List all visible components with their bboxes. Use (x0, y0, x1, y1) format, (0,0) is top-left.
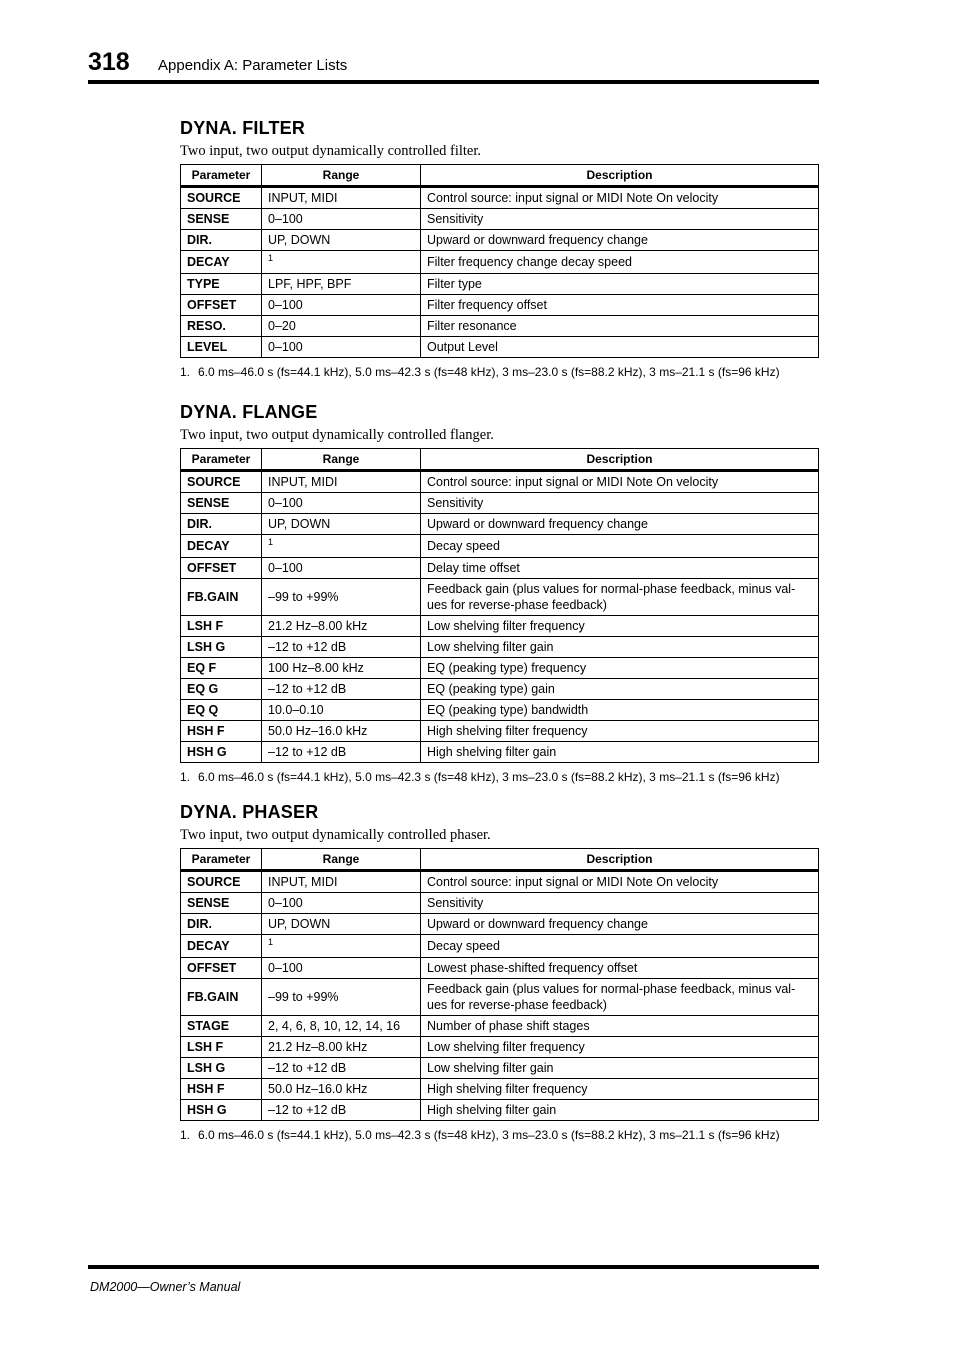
param-name: HSH F (181, 1079, 262, 1100)
footnote-reference: 1 (268, 537, 274, 547)
param-range: –12 to +12 dB (262, 1100, 421, 1121)
param-name: DIR. (181, 230, 262, 251)
param-description: Delay time offset (421, 558, 819, 579)
header-parameter: Parameter (181, 165, 262, 187)
param-range: 0–100 (262, 958, 421, 979)
param-description: Filter frequency offset (421, 295, 819, 316)
param-description: Sensitivity (421, 493, 819, 514)
table-row (181, 637, 819, 658)
table-row (181, 251, 819, 274)
param-range (262, 251, 421, 274)
header-rule (88, 80, 819, 84)
footnote-reference: 1 (268, 937, 274, 947)
param-name: HSH G (181, 1100, 262, 1121)
param-range: 0–100 (262, 295, 421, 316)
param-description: Filter type (421, 274, 819, 295)
param-description: EQ (peaking type) bandwidth (421, 700, 819, 721)
footnote-text: 6.0 ms–46.0 s (fs=44.1 kHz), 5.0 ms–42.3 s (fs=48 kHz), 3 ms–23.0 s (fs=88.2 kHz), 3 ms–21.1 s (fs=96 kHz) (198, 1128, 780, 1142)
table-row (181, 616, 819, 637)
param-name: FB.GAIN (181, 979, 262, 1016)
table-header-row (181, 849, 819, 871)
param-range (262, 935, 421, 958)
param-description: Filter resonance (421, 316, 819, 337)
param-name: SOURCE (181, 187, 262, 209)
section-title: DYNA. FILTER (180, 118, 306, 138)
param-description: Lowest phase-shifted frequency offset (421, 958, 819, 979)
param-range: 0–100 (262, 337, 421, 358)
param-description: High shelving filter gain (421, 742, 819, 763)
param-name: OFFSET (181, 558, 262, 579)
param-range: –99 to +99% (262, 579, 421, 616)
param-name: FB.GAIN (181, 579, 262, 616)
parameter-table (180, 448, 819, 763)
param-description: Decay speed (421, 935, 819, 958)
param-description: Upward or downward frequency change (421, 914, 819, 935)
header-parameter: Parameter (181, 849, 262, 871)
footnote-reference: 1 (268, 253, 274, 263)
param-name: OFFSET (181, 958, 262, 979)
param-description: Number of phase shift stages (421, 1016, 819, 1037)
table-row (181, 700, 819, 721)
param-name: SOURCE (181, 871, 262, 893)
param-description: EQ (peaking type) frequency (421, 658, 819, 679)
param-description: Low shelving filter frequency (421, 616, 819, 637)
param-description: Low shelving filter gain (421, 637, 819, 658)
param-name: LSH F (181, 1037, 262, 1058)
footnote-text: 6.0 ms–46.0 s (fs=44.1 kHz), 5.0 ms–42.3 s (fs=48 kHz), 3 ms–23.0 s (fs=88.2 kHz), 3 ms–21.1 s (fs=96 kHz) (198, 770, 780, 784)
param-range: UP, DOWN (262, 230, 421, 251)
table-row (181, 893, 819, 914)
parameter-table (180, 848, 819, 1121)
param-name: HSH F (181, 721, 262, 742)
param-name: LEVEL (181, 337, 262, 358)
table-row (181, 871, 819, 893)
footnote-number: 1. (180, 365, 191, 379)
footnote (180, 769, 818, 785)
footnote-number: 1. (180, 1128, 191, 1142)
param-name: OFFSET (181, 295, 262, 316)
param-range: 0–100 (262, 558, 421, 579)
param-description: Filter frequency change decay speed (421, 251, 819, 274)
param-range: –99 to +99% (262, 979, 421, 1016)
section-intro: Two input, two output dynamically controlled phaser. (180, 827, 491, 843)
table-row (181, 579, 819, 616)
param-description: EQ (peaking type) gain (421, 679, 819, 700)
param-description: Feedback gain (plus values for normal-phase feedback, minus val-ues for reverse-phase feedback) (421, 979, 819, 1016)
section-intro: Two input, two output dynamically controlled flanger. (180, 427, 494, 443)
param-name: DECAY (181, 251, 262, 274)
table-row (181, 471, 819, 493)
table-row (181, 558, 819, 579)
param-range: –12 to +12 dB (262, 742, 421, 763)
param-range: 100 Hz–8.00 kHz (262, 658, 421, 679)
param-description: Low shelving filter frequency (421, 1037, 819, 1058)
param-range: 50.0 Hz–16.0 kHz (262, 721, 421, 742)
table-row (181, 337, 819, 358)
header-description: Description (421, 449, 819, 471)
table-row (181, 742, 819, 763)
footnote (180, 364, 818, 380)
table-row (181, 535, 819, 558)
param-name: LSH G (181, 637, 262, 658)
header-description: Description (421, 165, 819, 187)
param-range: 0–100 (262, 209, 421, 230)
param-description: Sensitivity (421, 893, 819, 914)
header-description: Description (421, 849, 819, 871)
section-dyna-phaser (180, 801, 818, 1143)
table-row (181, 295, 819, 316)
param-name: HSH G (181, 742, 262, 763)
table-header-row (181, 165, 819, 187)
param-name: DECAY (181, 535, 262, 558)
param-range: –12 to +12 dB (262, 679, 421, 700)
chapter-title: Appendix A: Parameter Lists (158, 57, 348, 74)
param-range: INPUT, MIDI (262, 471, 421, 493)
param-range: UP, DOWN (262, 914, 421, 935)
table-row (181, 1037, 819, 1058)
param-name: SENSE (181, 893, 262, 914)
param-name: LSH G (181, 1058, 262, 1079)
table-row (181, 1100, 819, 1121)
param-name: SENSE (181, 493, 262, 514)
param-name: LSH F (181, 616, 262, 637)
param-name: SENSE (181, 209, 262, 230)
header-range: Range (262, 449, 421, 471)
footer-text: DM2000—Owner’s Manual (90, 1280, 241, 1294)
footer-rule (88, 1265, 819, 1269)
section-title: DYNA. PHASER (180, 802, 319, 822)
param-range: UP, DOWN (262, 514, 421, 535)
table-row (181, 935, 819, 958)
table-row (181, 679, 819, 700)
footnote-number: 1. (180, 770, 191, 784)
param-range: 2, 4, 6, 8, 10, 12, 14, 16 (262, 1016, 421, 1037)
table-row (181, 230, 819, 251)
param-name: EQ F (181, 658, 262, 679)
param-range: 0–100 (262, 893, 421, 914)
param-range: 21.2 Hz–8.00 kHz (262, 1037, 421, 1058)
param-range: LPF, HPF, BPF (262, 274, 421, 295)
footnote-text: 6.0 ms–46.0 s (fs=44.1 kHz), 5.0 ms–42.3 s (fs=48 kHz), 3 ms–23.0 s (fs=88.2 kHz), 3 ms–21.1 s (fs=96 kHz) (198, 365, 780, 379)
table-row (181, 274, 819, 295)
table-header-row (181, 449, 819, 471)
param-description: Control source: input signal or MIDI Note On velocity (421, 871, 819, 893)
table-row (181, 1058, 819, 1079)
param-range: 21.2 Hz–8.00 kHz (262, 616, 421, 637)
section-dyna-filter (180, 117, 818, 380)
param-description: Sensitivity (421, 209, 819, 230)
param-name: STAGE (181, 1016, 262, 1037)
table-row (181, 958, 819, 979)
param-range: 50.0 Hz–16.0 kHz (262, 1079, 421, 1100)
table-row (181, 493, 819, 514)
table-row (181, 209, 819, 230)
param-description: High shelving filter gain (421, 1100, 819, 1121)
param-name: EQ G (181, 679, 262, 700)
param-description: Feedback gain (plus values for normal-phase feedback, minus val-ues for reverse-phase feedback) (421, 579, 819, 616)
param-name: RESO. (181, 316, 262, 337)
parameter-table (180, 164, 819, 358)
param-range: INPUT, MIDI (262, 187, 421, 209)
param-description: Output Level (421, 337, 819, 358)
header-parameter: Parameter (181, 449, 262, 471)
table-row (181, 514, 819, 535)
table-row (181, 914, 819, 935)
header-range: Range (262, 165, 421, 187)
param-description: High shelving filter frequency (421, 721, 819, 742)
table-row (181, 721, 819, 742)
param-description: Control source: input signal or MIDI Note On velocity (421, 187, 819, 209)
param-name: TYPE (181, 274, 262, 295)
table-row (181, 1079, 819, 1100)
section-dyna-flange (180, 401, 818, 785)
param-name: EQ Q (181, 700, 262, 721)
footnote (180, 1127, 818, 1143)
table-row (181, 1016, 819, 1037)
param-range: 0–100 (262, 493, 421, 514)
param-name: DIR. (181, 514, 262, 535)
param-description: Upward or downward frequency change (421, 514, 819, 535)
section-title: DYNA. FLANGE (180, 402, 318, 422)
param-range: 10.0–0.10 (262, 700, 421, 721)
table-row (181, 979, 819, 1016)
table-row (181, 316, 819, 337)
param-description: Decay speed (421, 535, 819, 558)
param-range: –12 to +12 dB (262, 1058, 421, 1079)
param-description: High shelving filter frequency (421, 1079, 819, 1100)
param-range: INPUT, MIDI (262, 871, 421, 893)
param-range: –12 to +12 dB (262, 637, 421, 658)
page-number: 318 (88, 48, 130, 76)
header-range: Range (262, 849, 421, 871)
param-name: DECAY (181, 935, 262, 958)
table-row (181, 658, 819, 679)
param-description: Control source: input signal or MIDI Note On velocity (421, 471, 819, 493)
param-name: DIR. (181, 914, 262, 935)
section-intro: Two input, two output dynamically controlled filter. (180, 143, 482, 159)
param-description: Upward or downward frequency change (421, 230, 819, 251)
param-range: 0–20 (262, 316, 421, 337)
param-description: Low shelving filter gain (421, 1058, 819, 1079)
param-name: SOURCE (181, 471, 262, 493)
param-range (262, 535, 421, 558)
table-row (181, 187, 819, 209)
